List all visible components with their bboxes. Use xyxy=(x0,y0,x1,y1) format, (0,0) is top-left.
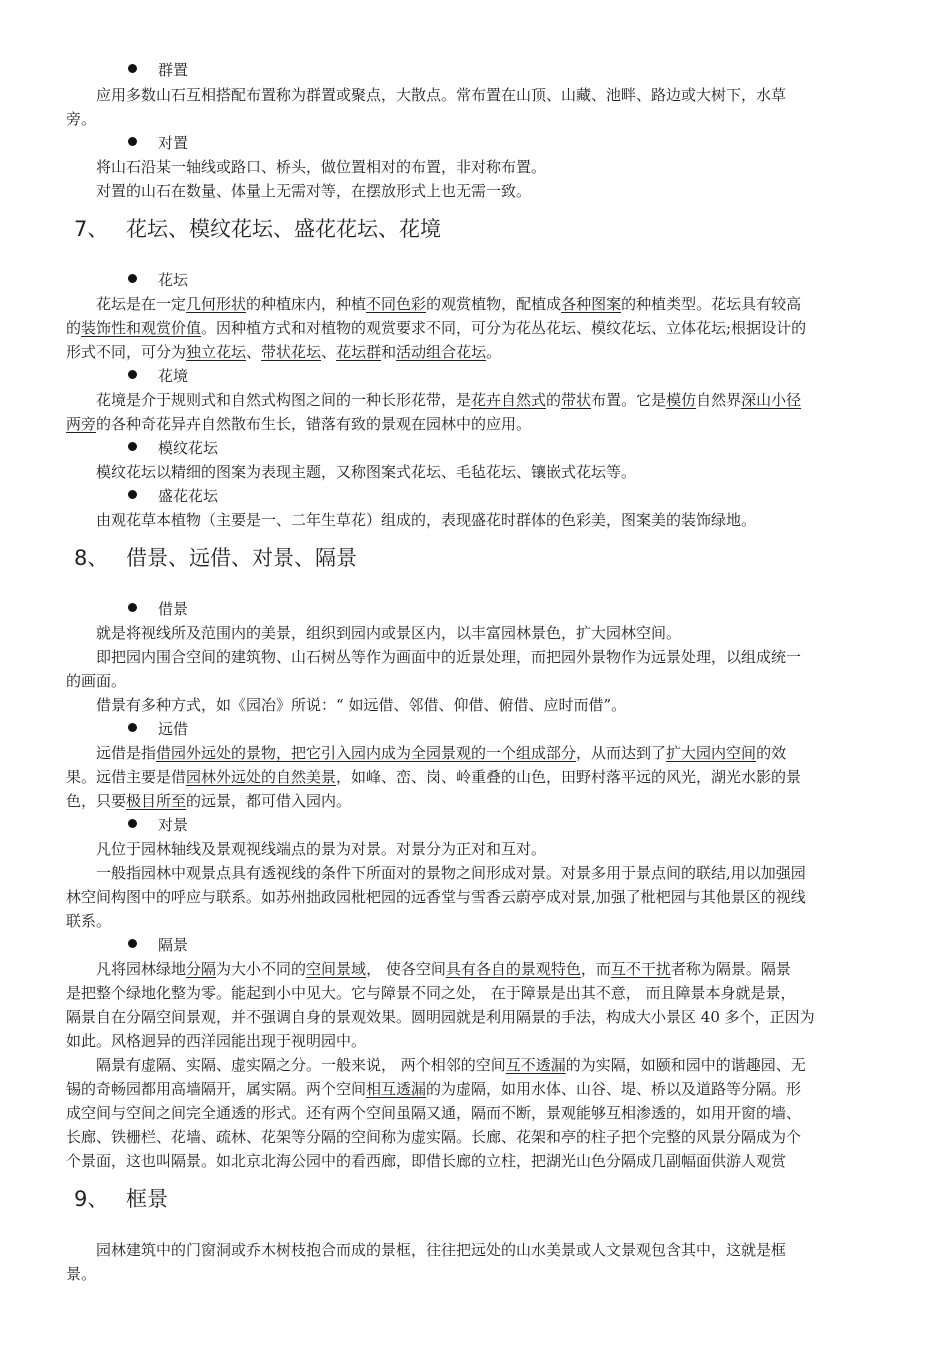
section-heading xyxy=(74,1185,168,1213)
underlined-term: 空间景域 xyxy=(306,960,367,978)
paragraph-line: 花境是介于规则式和自然式构图之间的一种长形花带，是花卉自然式的带状布置。它是模仿自然界深山小径 xyxy=(96,391,802,409)
paragraph-line: 个景面，这也叫隔景。如北京北海公园中的看西廊，即借长廊的立柱，把湖光山色分隔成几副幅面供游人观赏 xyxy=(66,1152,787,1170)
paragraph-line: 远借是指借园外远处的景物，把它引入园内成为全园景观的一个组成部分，从而达到了扩大园内空间的效 xyxy=(96,744,787,762)
section-number: 8、 xyxy=(74,546,109,570)
bullet-item xyxy=(128,438,218,458)
paragraph-line: 是把整个绿地化整为零。能起到小中见大。它与障景不同之处， 在于障景是出其不意， 而且障景本身就是景， xyxy=(66,984,796,1002)
bullet-item xyxy=(128,719,188,739)
underlined-term: 互不透漏 xyxy=(505,1056,566,1074)
underlined-term: 相互透漏 xyxy=(366,1080,427,1098)
paragraph-line: 旁。 xyxy=(66,110,97,128)
bullet-item xyxy=(128,486,218,506)
underlined-term: 具有各自的景观特色 xyxy=(445,960,581,978)
bullet-label: 群置 xyxy=(158,61,189,79)
bullet-icon xyxy=(128,442,137,451)
bullet-item xyxy=(128,366,188,386)
underlined-term: 分隔 xyxy=(186,960,217,978)
underlined-term: 两旁 xyxy=(66,415,97,433)
underlined-term: 装饰性和观赏价值 xyxy=(81,319,202,337)
underlined-term: 园林外远处的自然美景 xyxy=(186,768,337,786)
bullet-icon xyxy=(128,137,137,146)
bullet-icon xyxy=(128,939,137,948)
paragraph-line: 凡位于园林轴线及景观视线端点的景为对景。对景分为正对和互对。 xyxy=(96,840,547,858)
paragraph-line: 形式不同，可分为独立花坛、带状花坛、花坛群和活动组合花坛。 xyxy=(66,343,502,361)
paragraph-line: 模纹花坛以精细的图案为表现主题，又称图案式花坛、毛毡花坛、镶嵌式花坛等。 xyxy=(96,463,637,481)
underlined-term: 几何形状 xyxy=(186,295,247,313)
underlined-term: 互不干扰 xyxy=(610,960,671,978)
section-heading xyxy=(74,544,357,572)
bullet-item xyxy=(128,815,188,835)
bullet-icon xyxy=(128,64,137,73)
paragraph-line: 长廊、铁栅栏、花墙、疏林、花架等分隔的空间称为虚实隔。长廊、花架和亭的柱子把个完整的风景分隔成为个 xyxy=(66,1128,802,1146)
bullet-icon xyxy=(128,723,137,732)
bullet-icon xyxy=(128,819,137,828)
paragraph-line: 将山石沿某一轴线或路口、桥头，做位置相对的布置，非对称布置。 xyxy=(96,158,547,176)
paragraph-line: 的画面。 xyxy=(66,672,127,690)
bullet-label: 远借 xyxy=(158,720,189,738)
paragraph-line: 园林建筑中的门窗洞或乔木树枝抱合而成的景框，往往把远处的山水美景或人文景观包含其中，这就是框 xyxy=(96,1241,787,1259)
underlined-term: 活动组合花坛 xyxy=(396,343,487,361)
paragraph-line: 两旁的各种奇花异卉自然散布生长，错落有致的景观在园林中的应用。 xyxy=(66,415,532,433)
bullet-label: 模纹花坛 xyxy=(158,439,219,457)
paragraph-line: 隔景有虚隔、实隔、虚实隔之分。一般来说， 两个相邻的空间互不透漏的为实隔，如颐和园中的谐趣园、无 xyxy=(96,1056,806,1074)
paragraph-line: 凡将园林绿地分隔为大小不同的空间景域， 使各空间具有各自的景观特色，而互不干扰者称为隔景。隔景 xyxy=(96,960,791,978)
bullet-label: 花坛 xyxy=(158,271,189,289)
paragraph-line: 如此。风格迥异的西洋园能出现于视明园中。 xyxy=(66,1032,367,1050)
paragraph-line: 即把园内围合空间的建筑物、山石树丛等作为画面中的近景处理，而把园外景物作为远景处理，以组成统一 xyxy=(96,648,802,666)
underlined-term: 极目所至 xyxy=(126,792,187,810)
bullet-item xyxy=(128,599,188,619)
paragraph-line: 一般指园林中观景点具有透视线的条件下所面对的景物之间形成对景。对景多用于景点间的联结,用以加强园 xyxy=(96,864,806,882)
underlined-term: 各种图案 xyxy=(561,295,622,313)
underlined-term: 花坛群 xyxy=(336,343,382,361)
section-heading xyxy=(74,215,441,243)
bullet-label: 盛花花坛 xyxy=(158,487,219,505)
bullet-icon xyxy=(128,274,137,283)
bullet-label: 借景 xyxy=(158,600,189,618)
section-title: 框景 xyxy=(126,1187,168,1211)
paragraph-line: 景。 xyxy=(66,1265,97,1283)
bullet-icon xyxy=(128,603,137,612)
paragraph-line: 借景有多种方式，如《园冶》所说：“ 如远借、邻借、仰借、俯借、应时而借”。 xyxy=(96,696,627,714)
paragraph-line: 果。远借主要是借园林外远处的自然美景，如峰、峦、岗、岭重叠的山色，田野村落平远的风光，湖光水影的景 xyxy=(66,768,802,786)
paragraph-line: 色，只要极目所至的远景，都可借入园内。 xyxy=(66,792,352,810)
bullet-label: 花境 xyxy=(158,367,189,385)
section-title: 花坛、模纹花坛、盛花花坛、花境 xyxy=(126,217,441,241)
paragraph-line: 成空间与空间之间完全通透的形式。还有两个空间虽隔又通，隔而不断，景观能够互相渗透的，如用开窗的墙、 xyxy=(66,1104,802,1122)
bullet-item xyxy=(128,60,188,80)
section-number: 7、 xyxy=(74,217,109,241)
bullet-label: 对景 xyxy=(158,816,189,834)
section-number: 9、 xyxy=(74,1187,109,1211)
underlined-term: 深山小径 xyxy=(741,391,802,409)
underlined-term: 扩大园内空间 xyxy=(666,744,757,762)
paragraph-line: 隔景自在分隔空间景观，并不强调自身的景观效果。圆明园就是利用隔景的手法，构成大小景区 40 多个，正因为 xyxy=(66,1008,815,1026)
paragraph-line: 花坛是在一定几何形状的种植床内，种植不同色彩的观赏植物，配植成各种图案的种植类型。花坛具有较高 xyxy=(96,295,802,313)
bullet-item xyxy=(128,270,188,290)
bullet-item xyxy=(128,133,188,153)
section-title: 借景、远借、对景、隔景 xyxy=(126,546,357,570)
bullet-icon xyxy=(128,370,137,379)
paragraph-line: 应用多数山石互相搭配布置称为群置或聚点，大散点。常布置在山顶、山藏、池畔、路边或大树下，水草 xyxy=(96,86,787,104)
paragraph-line: 就是将视线所及范围内的美景，组织到园内或景区内，以丰富园林景色，扩大园林空间。 xyxy=(96,624,682,642)
underlined-term: 模仿 xyxy=(666,391,697,409)
bullet-label: 隔景 xyxy=(158,936,189,954)
paragraph-line: 的装饰性和观赏价值。因种植方式和对植物的观赏要求不同，可分为花丛花坛、模纹花坛、立体花坛;根据设计的 xyxy=(66,319,807,337)
paragraph-line: 联系。 xyxy=(66,912,112,930)
underlined-term: 带状 xyxy=(561,391,592,409)
underlined-term: 独立花坛 xyxy=(186,343,247,361)
paragraph-line: 锡的奇畅园都用高墙隔开，属实隔。两个空间相互透漏的为虚隔，如用水体、山谷、堤、桥以及道路等分隔。形 xyxy=(66,1080,802,1098)
paragraph-line: 由观花草本植物（主要是一、二年生草花）组成的，表现盛花时群体的色彩美，图案美的装饰绿地。 xyxy=(96,511,757,529)
underlined-term: 带状花坛 xyxy=(261,343,322,361)
underlined-term: 不同色彩 xyxy=(366,295,427,313)
paragraph-line: 对置的山石在数量、体量上无需对等，在摆放形式上也无需一致。 xyxy=(96,182,532,200)
paragraph-line: 林空间构图中的呼应与联系。如苏州拙政园枇杷园的远香堂与雪香云蔚亭成对景,加强了枇杷园与其他景区的视线 xyxy=(66,888,806,906)
underlined-term: 借园外远处的景物，把它引入园内成为全园景观的一个组成部分 xyxy=(156,744,577,762)
bullet-item xyxy=(128,935,188,955)
underlined-term: 花卉自然式 xyxy=(471,391,547,409)
bullet-icon xyxy=(128,490,137,499)
bullet-label: 对置 xyxy=(158,134,189,152)
